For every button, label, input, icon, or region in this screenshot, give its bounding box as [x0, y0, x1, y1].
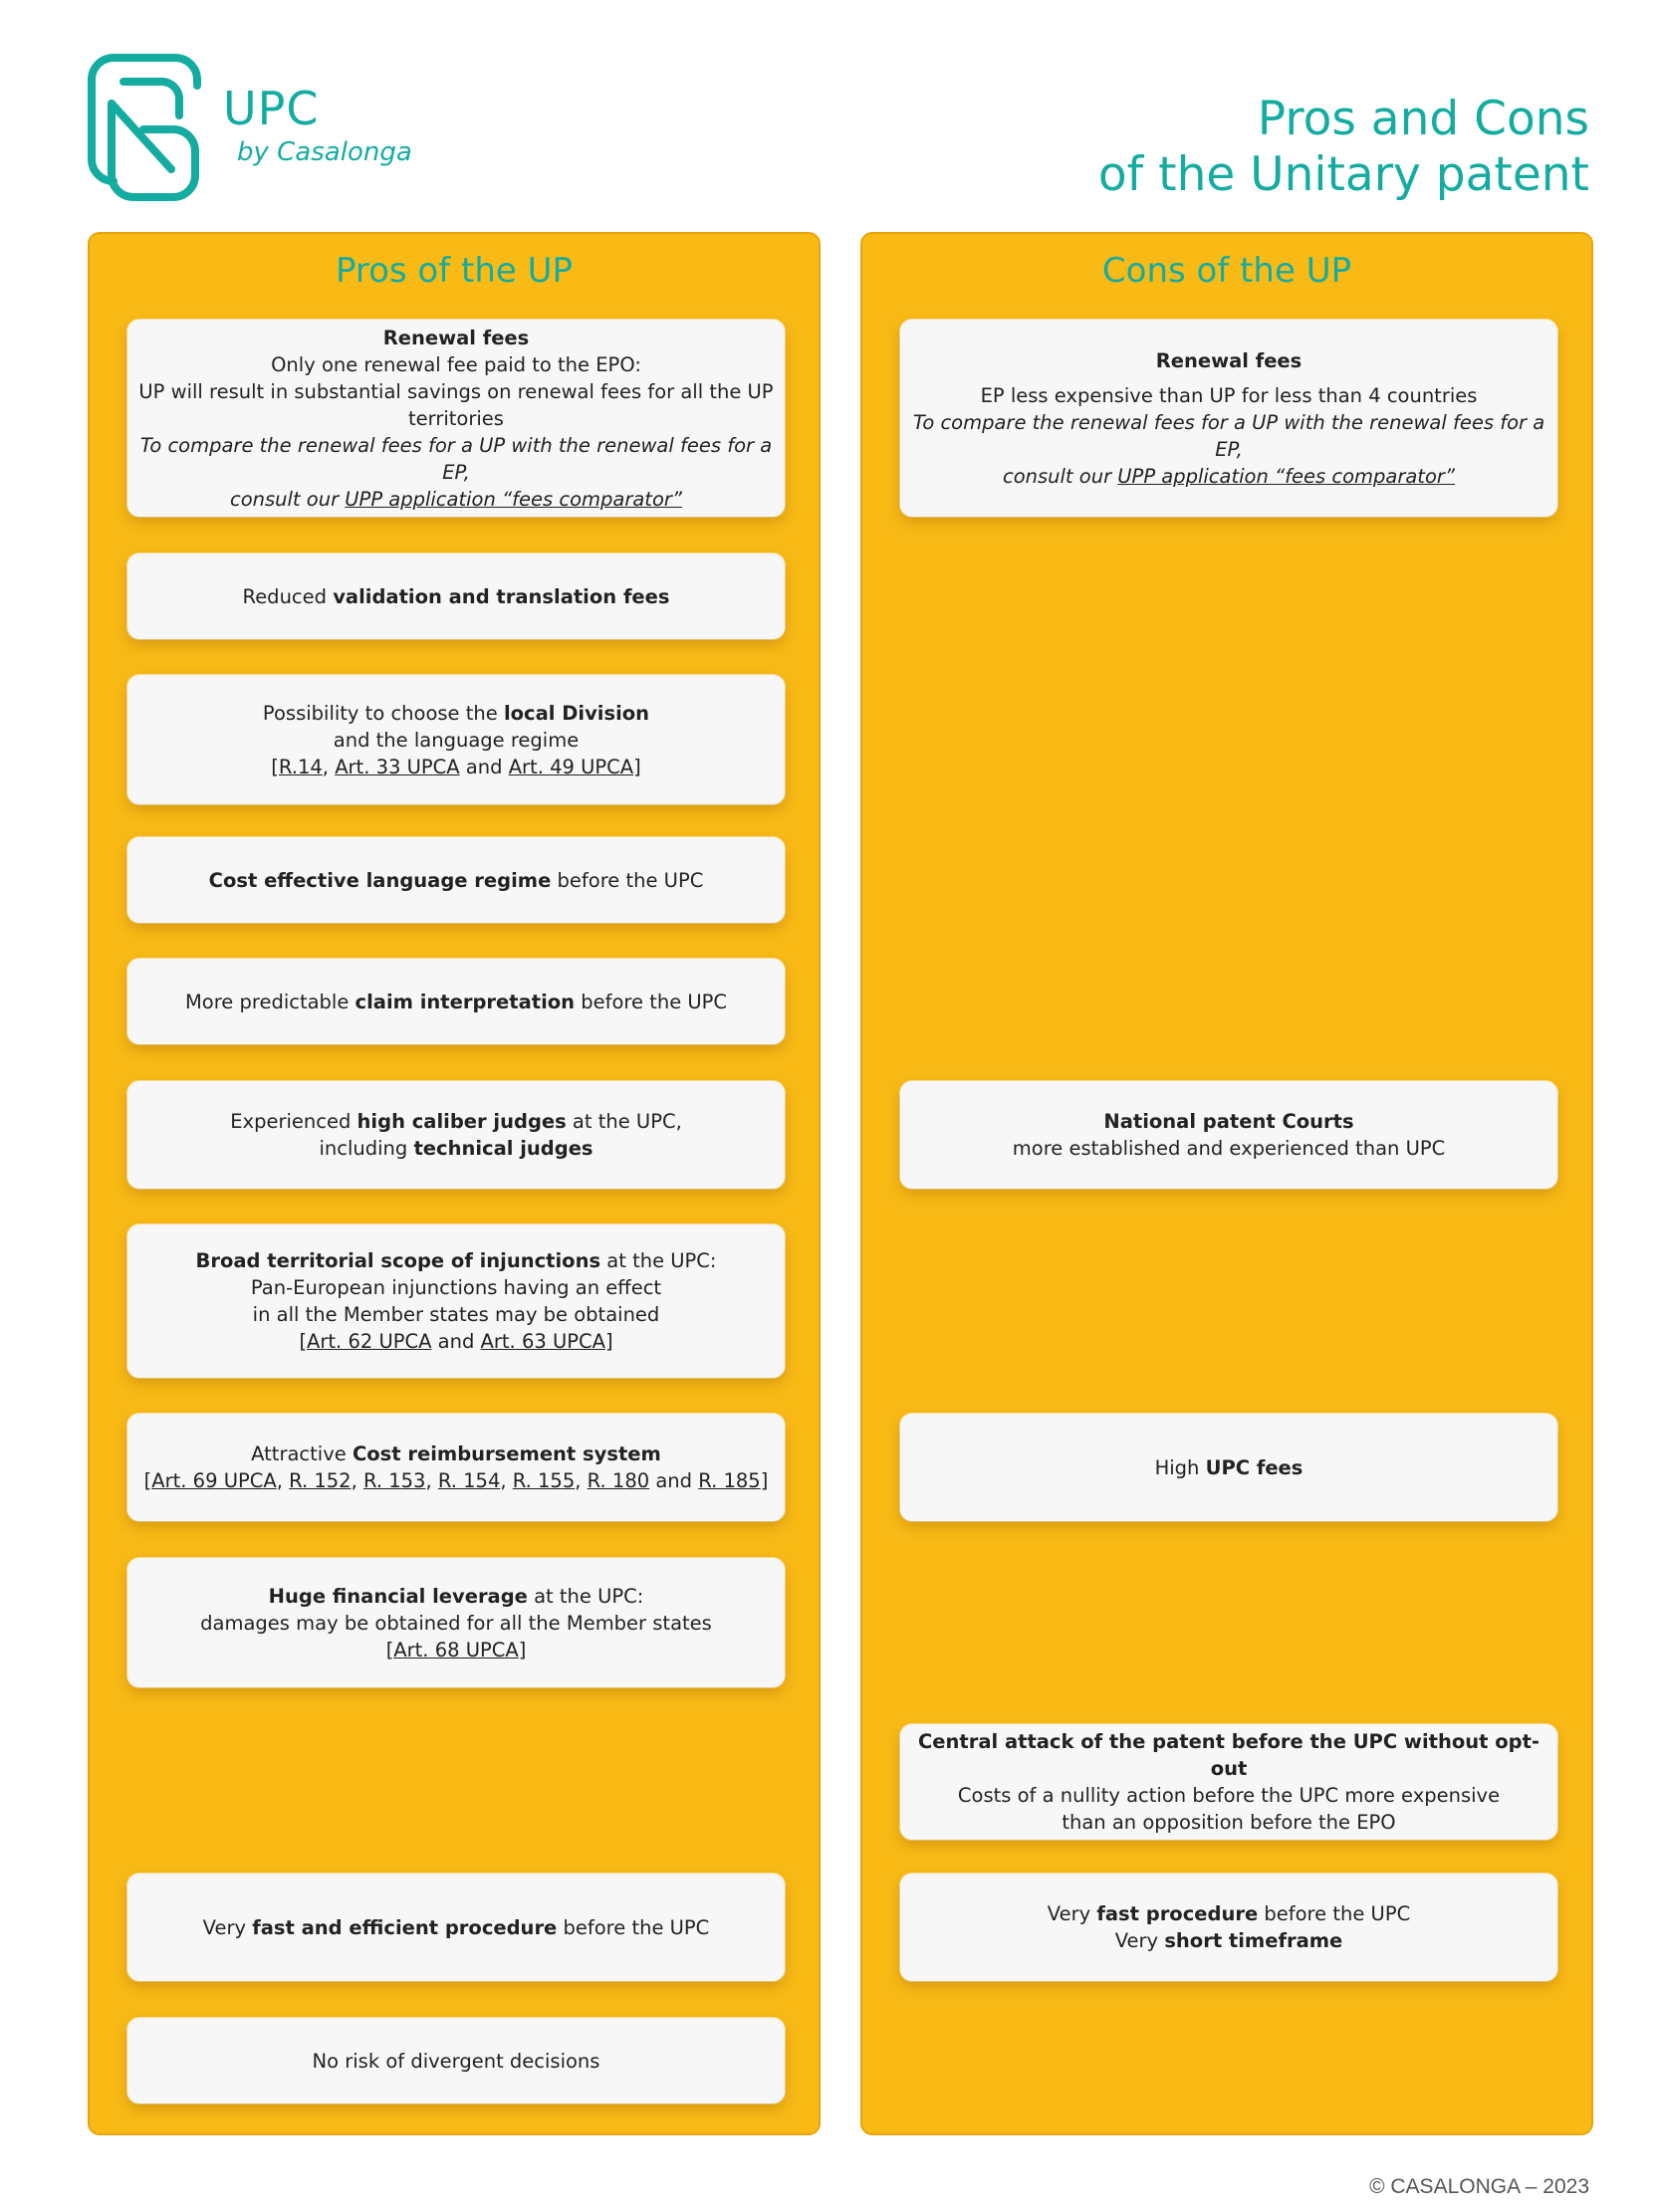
cons-panel [860, 232, 1593, 2135]
cons-fees-prefix: High [1154, 1455, 1206, 1479]
pros-card-fast-procedure [127, 1874, 785, 1981]
pros-division-sep: , [322, 755, 336, 778]
cons-procedure-line2-prefix: Very [1114, 1929, 1165, 1952]
pros-claim-bold: claim interpretation [355, 990, 576, 1013]
cons-card-upc-fees [900, 1414, 1557, 1521]
pros-reimb-comma: , [500, 1469, 513, 1492]
cons-card-renewal-fees [900, 320, 1557, 517]
brand-subtitle: by Casalonga [237, 137, 412, 167]
cons-procedure-line2-bold: short timeframe [1164, 1929, 1343, 1952]
pros-reimb-comma: , [575, 1469, 588, 1492]
pros-card-financial-leverage [127, 1558, 785, 1687]
cons-procedure-bold: fast procedure [1096, 1902, 1259, 1925]
cons-title: Cons of the UP [1101, 251, 1352, 291]
pros-leverage-suffix: at the UPC: [527, 1584, 644, 1608]
pros-ref-r154-link[interactable]: R. 154 [437, 1469, 501, 1492]
pros-division-prefix: Possibility to choose the [262, 701, 504, 725]
pros-ref-r155-link[interactable]: R. 155 [512, 1469, 576, 1492]
upc-logo-icon [84, 52, 203, 203]
pros-judges-line2-bold: technical judges [413, 1137, 593, 1160]
cons-procedure-suffix: before the UPC [1258, 1902, 1411, 1925]
pros-injunctions-line3: in all the Member states may be obtained [252, 1303, 660, 1326]
cons-courts-line2: more established and experienced than UPC [1012, 1137, 1446, 1160]
pros-language-bold: Cost effective language regime [208, 868, 552, 892]
pros-renewal-line4-prefix: consult our [229, 487, 346, 511]
pros-title: Pros of the UP [335, 251, 574, 291]
pros-ref-r14-link[interactable]: R.14 [278, 755, 323, 778]
pros-procedure-bold: fast and efficient procedure [252, 1915, 558, 1939]
pros-judges-prefix: Experienced [230, 1110, 357, 1133]
pros-card-local-division [127, 675, 785, 804]
pros-card-injunctions [127, 1224, 785, 1378]
pros-fees-comparator-link[interactable]: UPP application “fees comparator” [345, 487, 682, 511]
pros-procedure-suffix: before the UPC [557, 1915, 710, 1939]
pros-renewal-line3: To compare the renewal fees for a UP with the renewal fees for a EP, [139, 433, 773, 484]
cons-attack-line2: Costs of a nullity action before the UPC more expensive [957, 1784, 1501, 1807]
pros-division-and: and [459, 755, 509, 778]
cons-attack-bold: Central attack of the patent before the UPC without opt-out [917, 1730, 1540, 1780]
pros-ref-art68-link[interactable]: Art. 68 UPCA [393, 1638, 519, 1661]
pros-leverage-open: [ [385, 1638, 394, 1661]
pros-division-open: [ [271, 755, 279, 778]
page-title-line-2: of the Unitary patent [1097, 147, 1589, 202]
pros-ref-art33-link[interactable]: Art. 33 UPCA [335, 755, 460, 778]
pros-card-renewal-fees [127, 320, 785, 517]
pros-ref-r153-link[interactable]: R. 153 [362, 1469, 426, 1492]
pros-procedure-prefix: Very [202, 1915, 253, 1939]
pros-injunctions-bold: Broad territorial scope of injunctions [195, 1249, 601, 1272]
cons-card-central-attack [900, 1724, 1557, 1840]
pros-card-cost-reimbursement [127, 1414, 785, 1521]
pros-injunctions-and: and [431, 1330, 481, 1353]
pros-injunctions-line2: Pan-European injunctions having an effect [250, 1276, 662, 1299]
cons-card-fast-procedure [900, 1874, 1557, 1981]
pros-card-divergent-decisions [127, 2018, 785, 2103]
copyright: © CASALONGA – 2023 [1369, 2175, 1589, 2198]
pros-reimb-comma: , [425, 1469, 438, 1492]
pros-divergent-text: No risk of divergent decisions [312, 2049, 600, 2073]
pros-injunctions-suffix: at the UPC: [600, 1249, 717, 1272]
page-title-line-1: Pros and Cons [1257, 92, 1589, 146]
cons-attack-line3: than an opposition before the EPO [1062, 1811, 1396, 1834]
pros-ref-r180-link[interactable]: R. 180 [587, 1469, 650, 1492]
pros-judges-line2-prefix: including [319, 1137, 414, 1160]
brand-name: UPC [223, 82, 320, 135]
cons-renewal-line3-prefix: consult our [1002, 464, 1118, 488]
page-title [1098, 92, 1589, 203]
pros-ref-art69-link[interactable]: Art. 69 UPCA [151, 1469, 277, 1492]
cons-renewal-heading: Renewal fees [1155, 348, 1303, 372]
pros-card-validation [127, 553, 785, 639]
pros-validation-bold: validation and translation fees [333, 584, 670, 608]
brand [223, 82, 412, 169]
pros-division-bold: local Division [503, 701, 650, 725]
pros-leverage-line2: damages may be obtained for all the Member states [200, 1611, 712, 1635]
pros-ref-r185-link[interactable]: R. 185 [698, 1469, 761, 1492]
pros-renewal-line1: Only one renewal fee paid to the EPO: [271, 352, 641, 376]
pros-injunctions-close: ] [604, 1330, 613, 1353]
pros-card-language-regime [127, 837, 785, 923]
cons-procedure-prefix: Very [1047, 1902, 1097, 1925]
pros-judges-suffix: at the UPC, [566, 1110, 682, 1133]
pros-validation-prefix: Reduced [242, 584, 334, 608]
pros-card-judges [127, 1081, 785, 1189]
cons-fees-comparator-link[interactable]: UPP application “fees comparator” [1117, 464, 1455, 488]
cons-card-national-courts [900, 1081, 1557, 1189]
pros-reimb-and: and [649, 1469, 699, 1492]
pros-reimb-close: ] [760, 1469, 769, 1492]
pros-language-suffix: before the UPC [551, 868, 704, 892]
pros-ref-r152-link[interactable]: R. 152 [289, 1469, 352, 1492]
cons-renewal-line1: EP less expensive than UP for less than 4 countries [980, 383, 1478, 407]
cons-renewal-line2: To compare the renewal fees for a UP with the renewal fees for a EP, [912, 410, 1545, 461]
pros-claim-suffix: before the UPC [575, 990, 728, 1013]
pros-injunctions-open: [ [299, 1330, 308, 1353]
pros-card-claim-interpretation [127, 959, 785, 1044]
pros-reimb-prefix: Attractive [251, 1442, 353, 1465]
pros-division-line2: and the language regime [333, 728, 580, 752]
pros-claim-prefix: More predictable [184, 990, 356, 1013]
pros-division-close: ] [633, 755, 641, 778]
pros-ref-art63-link[interactable]: Art. 63 UPCA [480, 1330, 605, 1353]
cons-fees-bold: UPC fees [1205, 1455, 1304, 1479]
pros-leverage-close: ] [518, 1638, 527, 1661]
pros-reimb-comma: , [351, 1469, 363, 1492]
cons-courts-bold: National patent Courts [1103, 1110, 1354, 1133]
pros-reimb-bold: Cost reimbursement system [352, 1442, 661, 1465]
pros-judges-bold: high caliber judges [356, 1110, 567, 1133]
pros-ref-art62-link[interactable]: Art. 62 UPCA [307, 1330, 432, 1353]
pros-reimb-open: [ [143, 1469, 152, 1492]
pros-leverage-bold: Huge financial leverage [268, 1584, 528, 1608]
pros-renewal-heading: Renewal fees [382, 326, 530, 349]
pros-panel [88, 232, 821, 2135]
pros-reimb-comma: , [276, 1469, 290, 1492]
pros-ref-art49-link[interactable]: Art. 49 UPCA [508, 755, 634, 778]
pros-renewal-line2: UP will result in substantial savings on renewal fees for all the UP territories [138, 379, 774, 430]
